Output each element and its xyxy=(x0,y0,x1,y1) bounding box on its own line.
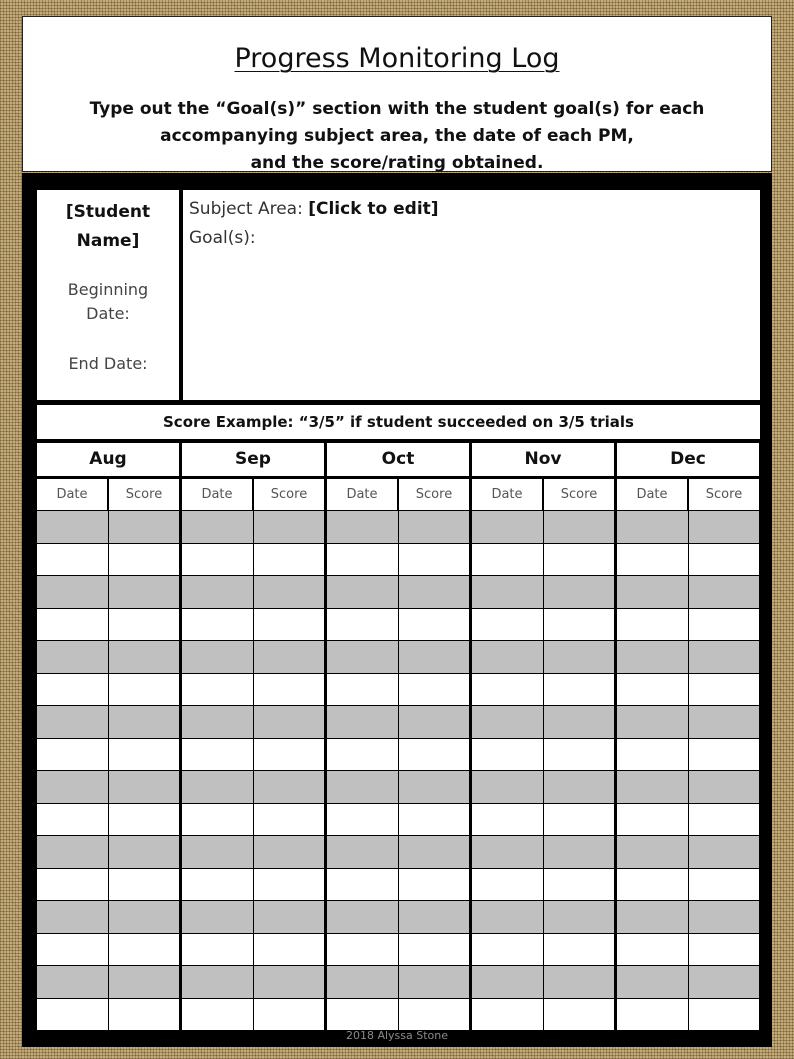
score-cell[interactable] xyxy=(254,739,325,771)
score-column-header: Score xyxy=(689,479,759,510)
date-cell[interactable] xyxy=(37,771,108,803)
date-cell[interactable] xyxy=(37,966,108,998)
date-cell[interactable] xyxy=(472,641,543,673)
table-row xyxy=(472,966,614,998)
page-title: Progress Monitoring Log xyxy=(234,43,560,74)
table-row xyxy=(472,869,614,901)
date-cell[interactable] xyxy=(37,901,108,933)
date-cell[interactable] xyxy=(327,641,398,673)
score-cell[interactable] xyxy=(254,674,325,706)
score-cell[interactable] xyxy=(254,901,325,933)
table-row xyxy=(617,966,759,998)
score-cell[interactable] xyxy=(109,674,180,706)
instructions xyxy=(53,96,741,177)
table-row xyxy=(182,901,324,933)
table-row xyxy=(327,544,469,576)
score-cell[interactable] xyxy=(109,511,180,543)
month-block-nov xyxy=(472,443,614,1033)
table-row xyxy=(472,609,614,641)
score-cell[interactable] xyxy=(254,869,325,901)
table-row xyxy=(617,901,759,933)
score-cell[interactable] xyxy=(399,869,470,901)
score-cell[interactable] xyxy=(544,511,615,543)
date-cell[interactable] xyxy=(327,804,398,836)
subject-area-value[interactable]: [Click to edit] xyxy=(308,199,439,219)
score-cell[interactable] xyxy=(689,739,760,771)
date-column-header: Date xyxy=(327,479,397,510)
table-row xyxy=(37,804,179,836)
table-row xyxy=(37,511,179,543)
goal-box xyxy=(183,190,760,400)
date-cell[interactable] xyxy=(472,966,543,998)
entry-grid xyxy=(37,510,179,1030)
score-cell[interactable] xyxy=(544,609,615,641)
score-cell[interactable] xyxy=(689,641,760,673)
entry-grid xyxy=(182,510,324,1030)
date-cell[interactable] xyxy=(617,999,688,1031)
date-cell[interactable] xyxy=(327,966,398,998)
table-row xyxy=(37,869,179,901)
instruction-line: accompanying subject area, the date of each PM, xyxy=(160,126,634,146)
date-cell[interactable] xyxy=(327,674,398,706)
score-cell[interactable] xyxy=(399,641,470,673)
table-row xyxy=(182,641,324,673)
month-header: Aug xyxy=(37,443,179,476)
table-row xyxy=(182,934,324,966)
entry-grid xyxy=(327,510,469,1030)
score-cell[interactable] xyxy=(689,771,760,803)
date-cell[interactable] xyxy=(617,739,688,771)
score-cell[interactable] xyxy=(109,771,180,803)
date-cell[interactable] xyxy=(327,836,398,868)
instruction-line: and the score/rating obtained. xyxy=(250,153,544,173)
table-row xyxy=(182,609,324,641)
score-cell[interactable] xyxy=(689,511,760,543)
date-cell[interactable] xyxy=(472,869,543,901)
date-cell[interactable] xyxy=(182,609,253,641)
table-row xyxy=(472,674,614,706)
score-cell[interactable] xyxy=(254,544,325,576)
instruction-line: Type out the “Goal(s)” section with the student goal(s) for each xyxy=(89,99,705,119)
date-cell[interactable] xyxy=(327,511,398,543)
score-cell[interactable] xyxy=(254,836,325,868)
table-row xyxy=(327,674,469,706)
score-cell[interactable] xyxy=(109,999,180,1031)
table-row xyxy=(617,999,759,1031)
score-cell[interactable] xyxy=(544,576,615,608)
score-cell[interactable] xyxy=(544,934,615,966)
score-cell[interactable] xyxy=(399,511,470,543)
score-cell[interactable] xyxy=(254,511,325,543)
beginning-date-field[interactable]: Beginning Date: xyxy=(67,280,149,323)
date-cell[interactable] xyxy=(472,771,543,803)
score-cell[interactable] xyxy=(689,576,760,608)
date-cell[interactable] xyxy=(327,576,398,608)
date-cell[interactable] xyxy=(617,934,688,966)
date-column-header: Date xyxy=(37,479,107,510)
date-cell[interactable] xyxy=(472,706,543,738)
score-cell[interactable] xyxy=(254,934,325,966)
score-cell[interactable] xyxy=(544,999,615,1031)
table-row xyxy=(327,999,469,1031)
end-date-field[interactable]: End Date: xyxy=(68,354,148,373)
date-cell[interactable] xyxy=(472,836,543,868)
table-row xyxy=(182,869,324,901)
score-cell[interactable] xyxy=(109,576,180,608)
date-cell[interactable] xyxy=(472,999,543,1031)
date-cell[interactable] xyxy=(37,674,108,706)
date-cell[interactable] xyxy=(37,739,108,771)
table-row xyxy=(617,771,759,803)
month-block-sep xyxy=(182,443,324,1033)
table-row xyxy=(617,869,759,901)
date-cell[interactable] xyxy=(327,771,398,803)
table-row xyxy=(37,901,179,933)
score-cell[interactable] xyxy=(109,609,180,641)
table-row xyxy=(617,674,759,706)
date-cell[interactable] xyxy=(182,641,253,673)
score-cell[interactable] xyxy=(689,966,760,998)
table-row xyxy=(327,869,469,901)
date-cell[interactable] xyxy=(327,706,398,738)
table-row xyxy=(617,804,759,836)
date-cell[interactable] xyxy=(472,901,543,933)
date-cell[interactable] xyxy=(327,869,398,901)
score-cell[interactable] xyxy=(109,804,180,836)
table-row xyxy=(327,576,469,608)
table-row xyxy=(617,609,759,641)
table-row xyxy=(472,576,614,608)
score-example: Score Example: “3/5” if student succeeded on 3/5 trials xyxy=(37,405,760,439)
date-cell[interactable] xyxy=(472,674,543,706)
date-column-header: Date xyxy=(182,479,252,510)
table-row xyxy=(182,966,324,998)
date-column-header: Date xyxy=(617,479,687,510)
date-cell[interactable] xyxy=(37,934,108,966)
score-cell[interactable] xyxy=(544,706,615,738)
month-header: Dec xyxy=(617,443,759,476)
score-cell[interactable] xyxy=(689,836,760,868)
score-cell[interactable] xyxy=(689,706,760,738)
score-cell[interactable] xyxy=(689,609,760,641)
table-row xyxy=(37,934,179,966)
score-cell[interactable] xyxy=(399,836,470,868)
score-cell[interactable] xyxy=(109,544,180,576)
score-cell[interactable] xyxy=(399,901,470,933)
month-header: Sep xyxy=(182,443,324,476)
date-cell[interactable] xyxy=(327,999,398,1031)
date-cell[interactable] xyxy=(617,609,688,641)
score-cell[interactable] xyxy=(399,739,470,771)
score-cell[interactable] xyxy=(109,934,180,966)
table-row xyxy=(472,934,614,966)
date-cell[interactable] xyxy=(37,804,108,836)
date-cell[interactable] xyxy=(37,999,108,1031)
table-row xyxy=(617,739,759,771)
month-block-aug xyxy=(37,443,179,1033)
table-row xyxy=(182,999,324,1031)
date-cell[interactable] xyxy=(37,576,108,608)
date-cell[interactable] xyxy=(182,674,253,706)
score-cell[interactable] xyxy=(399,999,470,1031)
score-cell[interactable] xyxy=(689,544,760,576)
table-row xyxy=(472,511,614,543)
table-row xyxy=(182,739,324,771)
student-name-field[interactable]: [Student Name] xyxy=(65,202,151,251)
table-row xyxy=(37,609,179,641)
table-row xyxy=(617,641,759,673)
date-column-header: Date xyxy=(472,479,542,510)
table-row xyxy=(472,901,614,933)
table-row xyxy=(182,836,324,868)
table-row xyxy=(617,836,759,868)
table-row xyxy=(182,544,324,576)
table-row xyxy=(472,739,614,771)
score-cell[interactable] xyxy=(544,674,615,706)
score-cell[interactable] xyxy=(254,771,325,803)
date-cell[interactable] xyxy=(472,934,543,966)
score-cell[interactable] xyxy=(109,706,180,738)
score-column-header: Score xyxy=(254,479,324,510)
score-cell[interactable] xyxy=(109,836,180,868)
table-row xyxy=(617,544,759,576)
date-cell[interactable] xyxy=(182,836,253,868)
month-header: Nov xyxy=(472,443,614,476)
table-row xyxy=(182,674,324,706)
score-cell[interactable] xyxy=(544,901,615,933)
table-row xyxy=(472,804,614,836)
table-row xyxy=(327,934,469,966)
score-cell[interactable] xyxy=(399,544,470,576)
date-cell[interactable] xyxy=(617,706,688,738)
score-cell[interactable] xyxy=(399,706,470,738)
month-header: Oct xyxy=(327,443,469,476)
score-cell[interactable] xyxy=(109,966,180,998)
entry-grid xyxy=(472,510,614,1030)
table-row xyxy=(327,771,469,803)
score-cell[interactable] xyxy=(544,966,615,998)
table-row xyxy=(472,999,614,1031)
score-cell[interactable] xyxy=(254,706,325,738)
date-cell[interactable] xyxy=(182,544,253,576)
score-cell[interactable] xyxy=(399,576,470,608)
date-cell[interactable] xyxy=(327,901,398,933)
date-cell[interactable] xyxy=(182,739,253,771)
table-row xyxy=(327,609,469,641)
table-row xyxy=(327,804,469,836)
subject-area-field[interactable] xyxy=(189,199,439,219)
log-frame xyxy=(22,173,772,1047)
date-cell[interactable] xyxy=(472,609,543,641)
score-cell[interactable] xyxy=(399,966,470,998)
date-cell[interactable] xyxy=(182,804,253,836)
student-info-box xyxy=(37,190,179,400)
copyright-footer: 2018 Alyssa Stone xyxy=(345,1029,449,1042)
score-cell[interactable] xyxy=(689,999,760,1031)
date-cell[interactable] xyxy=(37,706,108,738)
date-cell[interactable] xyxy=(182,869,253,901)
month-block-oct xyxy=(327,443,469,1033)
table-row xyxy=(37,641,179,673)
table-row xyxy=(37,999,179,1031)
date-cell[interactable] xyxy=(182,576,253,608)
date-cell[interactable] xyxy=(182,934,253,966)
date-cell[interactable] xyxy=(617,674,688,706)
score-cell[interactable] xyxy=(544,804,615,836)
date-cell[interactable] xyxy=(472,511,543,543)
table-row xyxy=(37,674,179,706)
score-cell[interactable] xyxy=(399,674,470,706)
date-cell[interactable] xyxy=(617,771,688,803)
score-cell[interactable] xyxy=(109,641,180,673)
table-row xyxy=(327,901,469,933)
score-column-header: Score xyxy=(109,479,179,510)
score-cell[interactable] xyxy=(399,804,470,836)
date-cell[interactable] xyxy=(182,901,253,933)
score-cell[interactable] xyxy=(399,609,470,641)
score-cell[interactable] xyxy=(109,739,180,771)
date-cell[interactable] xyxy=(37,511,108,543)
subject-area-label: Subject Area: xyxy=(189,199,303,219)
date-cell[interactable] xyxy=(617,869,688,901)
score-cell[interactable] xyxy=(109,901,180,933)
score-cell[interactable] xyxy=(109,869,180,901)
table-row xyxy=(617,576,759,608)
date-cell[interactable] xyxy=(617,576,688,608)
score-cell[interactable] xyxy=(689,674,760,706)
table-row xyxy=(472,641,614,673)
table-row xyxy=(617,706,759,738)
entry-grid xyxy=(617,510,759,1030)
table-row xyxy=(472,544,614,576)
score-cell[interactable] xyxy=(689,934,760,966)
date-cell[interactable] xyxy=(617,641,688,673)
date-cell[interactable] xyxy=(327,934,398,966)
date-cell[interactable] xyxy=(37,544,108,576)
score-cell[interactable] xyxy=(544,739,615,771)
date-cell[interactable] xyxy=(182,771,253,803)
score-cell[interactable] xyxy=(544,641,615,673)
date-cell[interactable] xyxy=(182,511,253,543)
date-cell[interactable] xyxy=(182,706,253,738)
goals-field[interactable]: Goal(s): xyxy=(189,228,256,248)
date-cell[interactable] xyxy=(37,836,108,868)
score-cell[interactable] xyxy=(399,771,470,803)
date-cell[interactable] xyxy=(617,836,688,868)
table-row xyxy=(472,771,614,803)
table-row xyxy=(37,771,179,803)
table-row xyxy=(37,966,179,998)
date-cell[interactable] xyxy=(617,511,688,543)
date-cell[interactable] xyxy=(617,804,688,836)
month-block-dec xyxy=(617,443,759,1033)
date-cell[interactable] xyxy=(37,641,108,673)
score-cell[interactable] xyxy=(254,609,325,641)
score-cell[interactable] xyxy=(254,804,325,836)
table-row xyxy=(327,836,469,868)
date-cell[interactable] xyxy=(617,544,688,576)
score-cell[interactable] xyxy=(254,999,325,1031)
score-cell[interactable] xyxy=(254,576,325,608)
score-cell[interactable] xyxy=(689,869,760,901)
table-row xyxy=(182,576,324,608)
table-row xyxy=(37,544,179,576)
table-row xyxy=(37,836,179,868)
score-cell[interactable] xyxy=(544,544,615,576)
table-row xyxy=(327,511,469,543)
date-cell[interactable] xyxy=(37,869,108,901)
table-row xyxy=(617,511,759,543)
table-row xyxy=(182,511,324,543)
score-cell[interactable] xyxy=(544,836,615,868)
table-row xyxy=(327,706,469,738)
date-cell[interactable] xyxy=(327,544,398,576)
date-cell[interactable] xyxy=(182,966,253,998)
date-cell[interactable] xyxy=(327,609,398,641)
score-cell[interactable] xyxy=(544,869,615,901)
score-cell[interactable] xyxy=(689,901,760,933)
date-cell[interactable] xyxy=(617,966,688,998)
table-row xyxy=(472,836,614,868)
score-cell[interactable] xyxy=(254,966,325,998)
date-cell[interactable] xyxy=(327,739,398,771)
table-row xyxy=(182,771,324,803)
table-row xyxy=(37,576,179,608)
date-cell[interactable] xyxy=(472,544,543,576)
table-row xyxy=(472,706,614,738)
date-cell[interactable] xyxy=(472,576,543,608)
score-column-header: Score xyxy=(544,479,614,510)
table-row xyxy=(617,934,759,966)
date-cell[interactable] xyxy=(182,999,253,1031)
date-cell[interactable] xyxy=(37,609,108,641)
date-cell[interactable] xyxy=(472,804,543,836)
score-column-header: Score xyxy=(399,479,469,510)
score-cell[interactable] xyxy=(399,934,470,966)
table-row xyxy=(182,804,324,836)
score-cell[interactable] xyxy=(689,804,760,836)
score-cell[interactable] xyxy=(254,641,325,673)
score-cell[interactable] xyxy=(544,771,615,803)
table-row xyxy=(37,706,179,738)
date-cell[interactable] xyxy=(472,739,543,771)
date-cell[interactable] xyxy=(617,901,688,933)
table-row xyxy=(37,739,179,771)
table-row xyxy=(327,966,469,998)
log-header xyxy=(22,16,772,172)
table-row xyxy=(182,706,324,738)
table-row xyxy=(327,739,469,771)
table-row xyxy=(327,641,469,673)
